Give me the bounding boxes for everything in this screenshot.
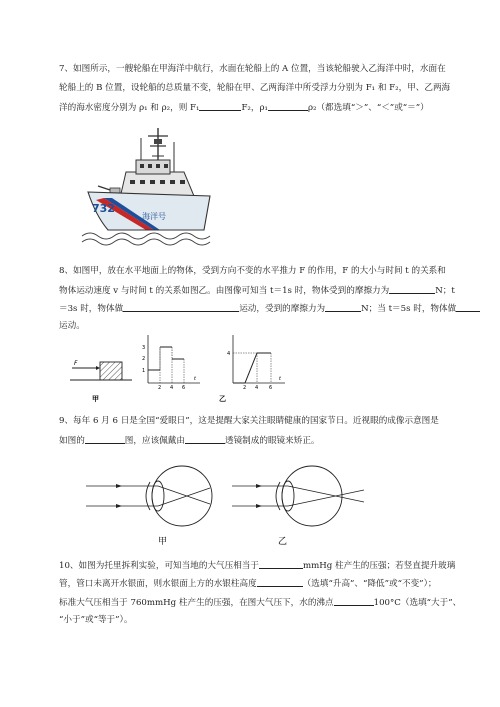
q8-blank-motion-2[interactable] — [456, 302, 480, 312]
g2-y-4: 4 — [227, 351, 231, 357]
g1-x-4: 4 — [170, 385, 174, 391]
q10-text-d: （选填“升高”、“降低”或“不变”）； — [302, 579, 437, 589]
g2-t: t — [279, 376, 281, 382]
q7-text-c: ρ₂（都选填“＞”、“＜”或“＝”） — [307, 103, 429, 113]
q8-text-d: 运动，受到的摩擦力为 — [239, 304, 326, 314]
q10-text-a: 10、如图为托里拆利实验，可知当地的大气压相当于 — [59, 561, 259, 571]
ship-name: 海洋号 — [142, 212, 166, 221]
g1-y-3: 3 — [142, 345, 146, 351]
q8-graph-force-time — [140, 333, 204, 389]
q10-blank-boiling[interactable] — [334, 596, 374, 606]
g2-x-2: 2 — [243, 385, 247, 391]
g2-x-6: 6 — [269, 385, 273, 391]
q10-text-c: 管，管口未离开水银面，则水银面上方的水银柱高度 — [59, 579, 257, 589]
g1-y-2: 2 — [142, 356, 146, 362]
q7-line-2: 轮船上的 B 位置，设轮船的总质量不变，轮船在甲、乙两海洋中所受浮力分别为 F₁ 和 F₂，甲、乙两海 — [59, 83, 451, 93]
q8-text-c: ＝3s 时，物体做 — [59, 304, 124, 314]
q10-blank-pressure[interactable] — [259, 559, 303, 569]
q7-blank-f[interactable] — [199, 101, 241, 111]
q8-blank-friction-1[interactable] — [389, 284, 435, 294]
q8-line-3 — [59, 302, 480, 315]
g1-y-1: 1 — [142, 368, 146, 374]
q8-blank-friction-2[interactable] — [325, 302, 361, 312]
g1-t: t — [194, 376, 196, 382]
hull-number: 732 — [92, 202, 115, 215]
q10-blank-height[interactable] — [257, 577, 303, 587]
q10-text-e: 标准大气压相当于 760mmHg 柱产生的压强，在图大气压下，水的沸点 — [59, 598, 334, 608]
g1-x-2: 2 — [158, 385, 162, 391]
ship-illustration — [86, 126, 216, 246]
force-label: F — [74, 360, 78, 367]
q9-blank-lens[interactable] — [185, 434, 225, 444]
q10-line-2 — [59, 577, 436, 590]
g2-x-4: 4 — [255, 385, 259, 391]
eye-yi-label: 乙 — [278, 537, 288, 547]
q9-text-a: 如图的 — [59, 436, 85, 446]
q10-line-3 — [59, 596, 461, 609]
q9-blank-figure[interactable] — [85, 434, 125, 444]
eye-diagram-yi — [232, 460, 372, 550]
q8-line-4: 运动。 — [59, 321, 85, 331]
q8-line-1: 8、如图甲，放在水平地面上的物体，受到方向不变的水平推力 F 的作用，F 的大小与时间 t 的关系和 — [59, 266, 446, 276]
q8-figure-jia — [70, 356, 136, 404]
fig-yi-label: 乙 — [219, 395, 226, 403]
q10-line-4: “小于”或“等于”）。 — [59, 615, 133, 625]
q7-blank-rho[interactable] — [268, 101, 308, 111]
q10-line-1 — [59, 559, 455, 572]
q8-blank-motion-1[interactable] — [123, 302, 239, 312]
eye-jia-label: 甲 — [158, 537, 168, 547]
q7-line-1: 7、如图所示，一艘轮船在甲海洋中航行，水面在轮船上的 A 位置，当该轮船驶入乙海洋中时，水面在 — [59, 64, 446, 74]
q8-graph-velocity-time — [219, 333, 289, 403]
q9-line-2 — [59, 434, 320, 447]
q8-text-e: N；当 t＝5s 时，物体做 — [361, 304, 457, 314]
q7-line-3 — [59, 101, 429, 114]
q9-text-b: 图，应该佩戴由 — [124, 436, 185, 446]
q8-line-2 — [59, 284, 455, 297]
g1-x-6: 6 — [182, 385, 186, 391]
fig-jia-label: 甲 — [92, 395, 99, 403]
q8-text-a: 物体运动速度 v 与时间 t 的关系如图乙。由图像可知当 t＝1s 时，物体受到的摩擦力为 — [59, 286, 390, 296]
q10-text-f: 100°C（选填“大于”、 — [373, 598, 462, 608]
q8-text-b: N；t — [435, 286, 455, 296]
q10-text-b: mmHg 柱产生的压强；若竖直提升玻璃 — [303, 561, 456, 571]
q7-text-b: F₂，ρ₁ — [241, 103, 268, 113]
q9-text-c: 透镜制成的眼镜来矫正。 — [224, 436, 320, 446]
q7-text-a: 洋的海水密度分别为 ρ₁ 和 ρ₂，则 F₁ — [59, 103, 200, 113]
eye-diagram-jia — [86, 460, 226, 550]
q9-line-1: 9、每年 6 月 6 日是全国“爱眼日”，这是提醒大家关注眼睛健康的国家节日。近视眼的成像示意图是 — [59, 416, 439, 426]
